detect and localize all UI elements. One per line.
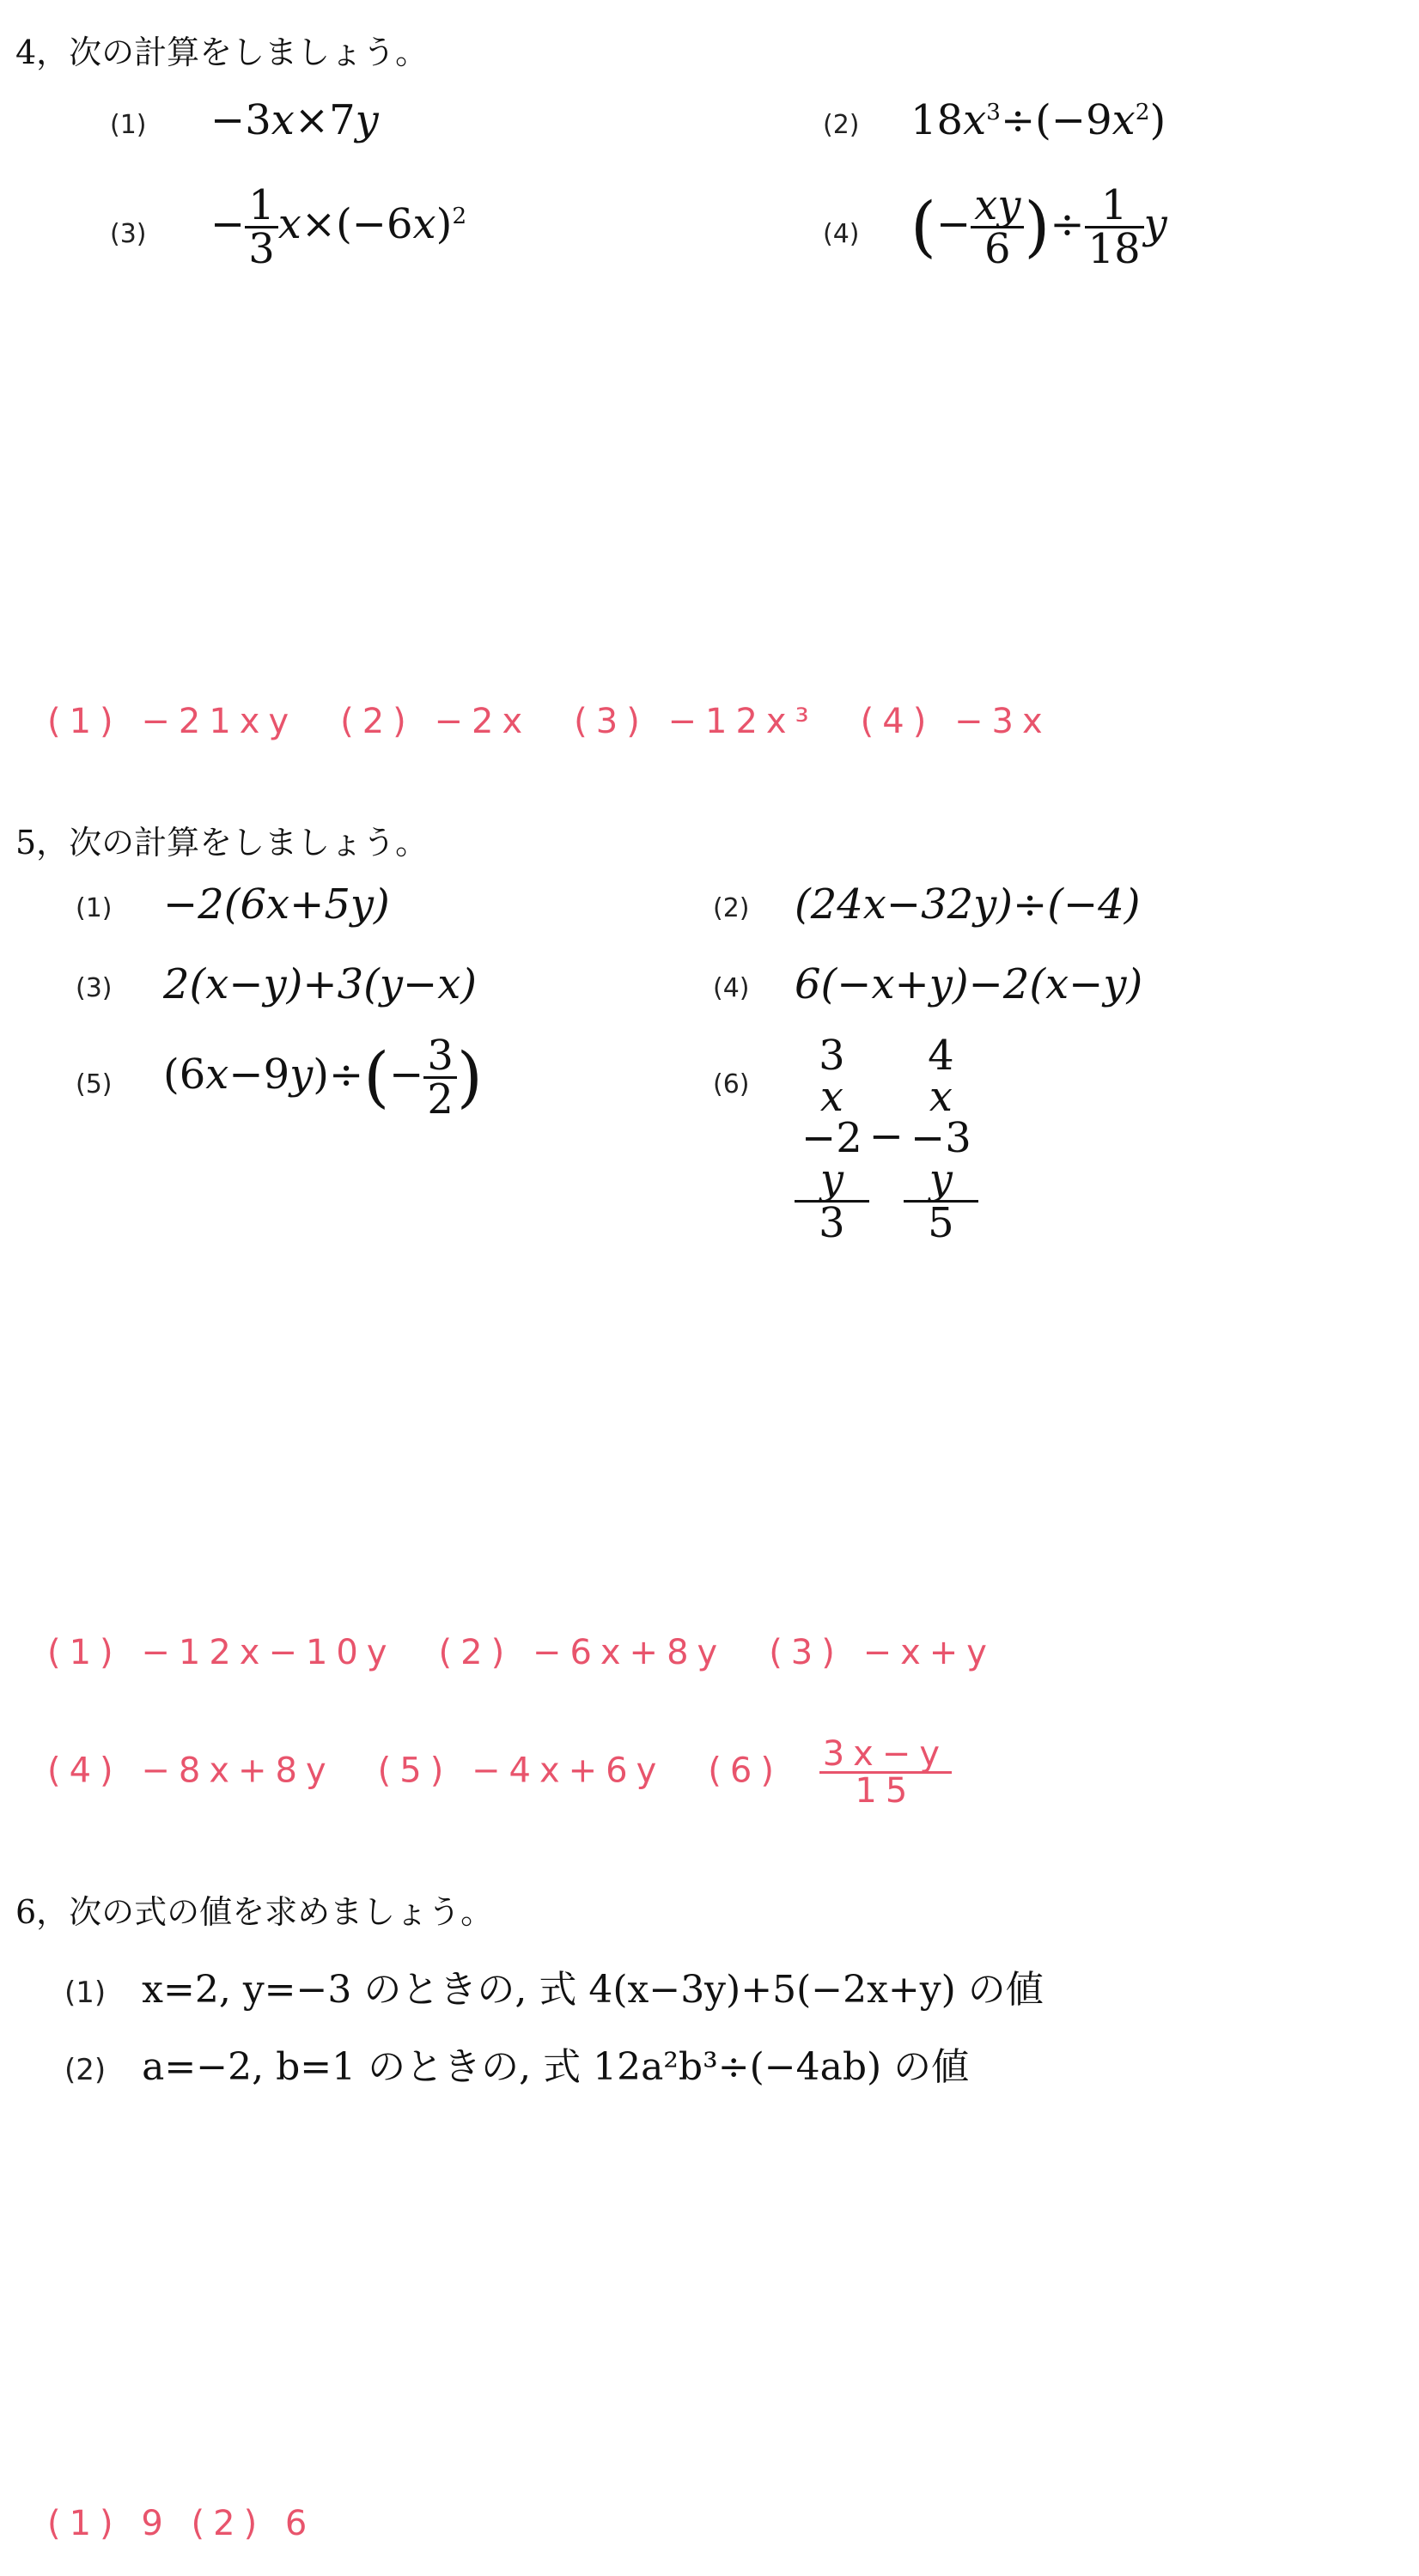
s5-item1-expr: −2(6x+5y) bbox=[163, 880, 390, 929]
s5-item2-expr: (24x−32y)÷(−4) bbox=[795, 880, 1141, 929]
s5-item2-label: (2) bbox=[713, 893, 750, 923]
s6-item1 bbox=[64, 1958, 1044, 2013]
s5-item5-expr: (6x−9y)÷(− $\frac{3}{2}$ ) bbox=[163, 1032, 483, 1124]
s4-item2-expr: $18x^3\div(-9x^2)$ bbox=[910, 96, 1166, 144]
s5-item3-expr: 2(x−y)+3(y−x) bbox=[163, 960, 478, 1008]
s6-answers: (1) 9 (2) 6 bbox=[47, 2504, 316, 2543]
s5-item4-label: (4) bbox=[713, 973, 750, 1003]
s5-answers-line2 bbox=[47, 1734, 952, 1811]
s5-answer6-den: 15 bbox=[855, 1771, 917, 1811]
section5-heading: 5，次の計算をしましょう。 bbox=[15, 824, 429, 862]
s6-item2-text: a=−2, b=1 のときの, 式 12a²b³÷(−4ab) の値 bbox=[142, 2045, 970, 2089]
s5-item1-label: (1) bbox=[76, 893, 113, 923]
s4-item4-label: (4) bbox=[823, 219, 860, 249]
section6-heading: 6，次の式の値を求めましょう。 bbox=[15, 1893, 494, 1931]
s6-item2 bbox=[64, 2036, 969, 2091]
s6-item1-label: (1) bbox=[64, 1976, 107, 2010]
s4-item2-label: (2) bbox=[823, 110, 860, 140]
s5-item5-label: (5) bbox=[76, 1069, 113, 1099]
s5-item3-label: (3) bbox=[76, 973, 113, 1003]
s4-item1-expr: −3x×7y bbox=[210, 96, 379, 144]
s4-answers: (1) −21xy (2) −2x (3) −12x³ (4) −3x bbox=[47, 702, 1051, 741]
s5-item6-label: (6) bbox=[713, 1069, 750, 1099]
s5-answer6-num: 3x−y bbox=[819, 1737, 952, 1774]
section4-heading: 4，次の計算をしましょう。 bbox=[15, 33, 429, 71]
s5-answers-line1: (1) −12x−10y (2) −6x+8y (3) −x+y bbox=[47, 1633, 996, 1672]
s4-item3-label: (3) bbox=[110, 219, 147, 249]
s5-answers-line2-prefix: (4) −8x+8y (5) −4x+6y (6) bbox=[47, 1751, 783, 1791]
s5-item6-expr: 3 x −2 y 3 − 4 x −3 y 5 bbox=[795, 1035, 978, 1244]
s6-item2-label: (2) bbox=[64, 2053, 107, 2087]
s4-item3-expr: − $\frac{1}{3}$ $x\times(-6x)^2$ bbox=[210, 181, 467, 273]
s6-item1-text: x=2, y=−3 のときの, 式 4(x−3y)+5(−2x+y) の値 bbox=[142, 1968, 1044, 2012]
s4-item4-expr: (− $\frac{xy}{6}$ )÷ $\frac{1}{18}$ y bbox=[910, 181, 1167, 273]
s5-item4-expr: 6(−x+y)−2(x−y) bbox=[795, 960, 1143, 1008]
s5-answer6-fraction bbox=[819, 1734, 952, 1811]
s4-item1-label: (1) bbox=[110, 110, 147, 140]
